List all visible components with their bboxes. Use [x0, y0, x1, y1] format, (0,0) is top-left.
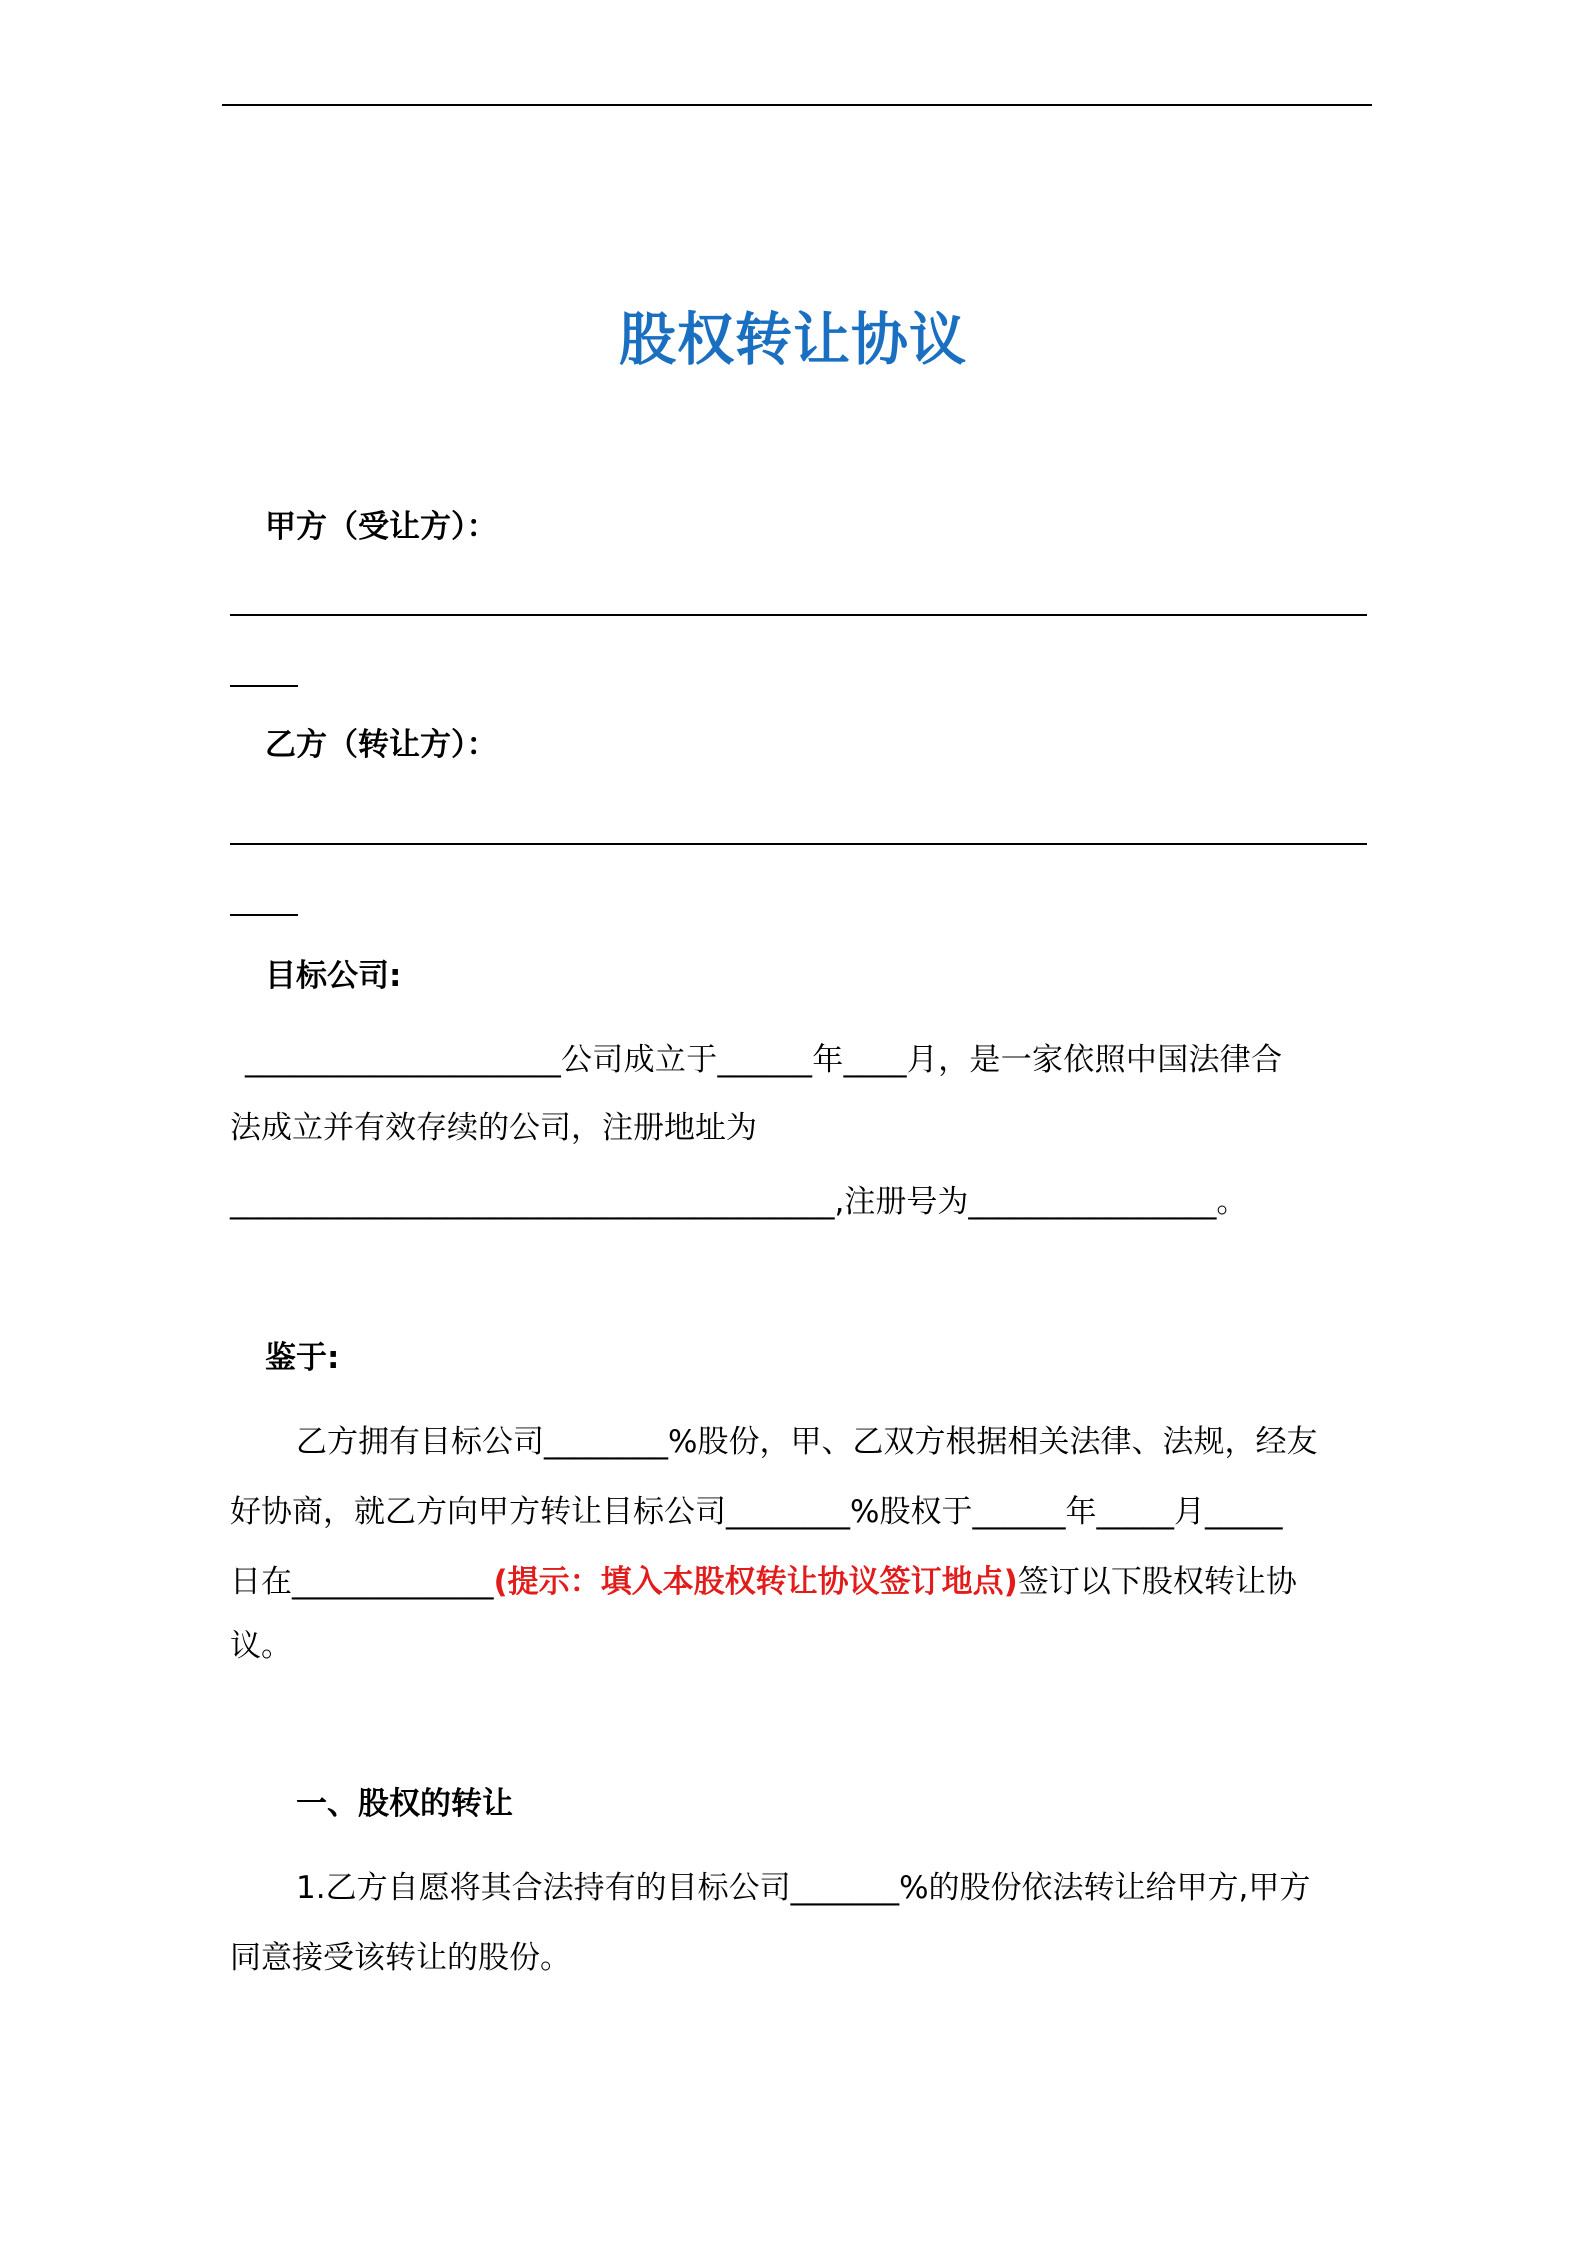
whereas-line-3-start: 日在_____________: [230, 1564, 494, 1600]
target-company-line-2: 法成立并有效存续的公司，注册地址为: [230, 1110, 757, 1146]
whereas-label: 鉴于:: [265, 1340, 340, 1376]
header-rule: [222, 104, 1372, 106]
party-b-blank-line[interactable]: [230, 843, 1367, 845]
whereas-line-1: 乙方拥有目标公司________%股份，甲、乙双方根据相关法律、法规，经友: [296, 1424, 1318, 1460]
section-1-clause-1-line-1: 1.乙方自愿将其合法持有的目标公司_______%的股份依法转让给甲方,甲方: [296, 1870, 1311, 1906]
document-title: 股权转让协议: [619, 307, 967, 373]
whereas-line-3-end: 签订以下股权转让协: [1017, 1564, 1297, 1600]
target-company-line-1: ____________________公司成立于______年____月，是一家依照中国法律合: [245, 1042, 1283, 1078]
location-hint: (提示：填入本股权转让协议签订地点): [493, 1564, 1018, 1600]
target-company-line-3: _______________________________________,注册号为________________。: [230, 1184, 1248, 1220]
party-b-blank-line-continued[interactable]: [230, 914, 298, 916]
party-a-blank-line-continued[interactable]: [230, 685, 298, 687]
party-a-label: 甲方（受让方）：: [265, 509, 498, 545]
party-a-blank-line[interactable]: [230, 614, 1367, 616]
target-company-label: 目标公司:: [265, 958, 402, 994]
section-1-heading: 一、股权的转让: [296, 1786, 513, 1822]
whereas-line-3: [230, 1560, 1297, 1604]
section-1-clause-1-line-2: 同意接受该转让的股份。: [230, 1940, 571, 1976]
whereas-line-4: 议。: [230, 1628, 292, 1664]
whereas-line-2: 好协商，就乙方向甲方转让目标公司________%股权于______年_____月_____: [230, 1494, 1283, 1530]
party-b-label: 乙方（转让方）：: [265, 727, 498, 763]
